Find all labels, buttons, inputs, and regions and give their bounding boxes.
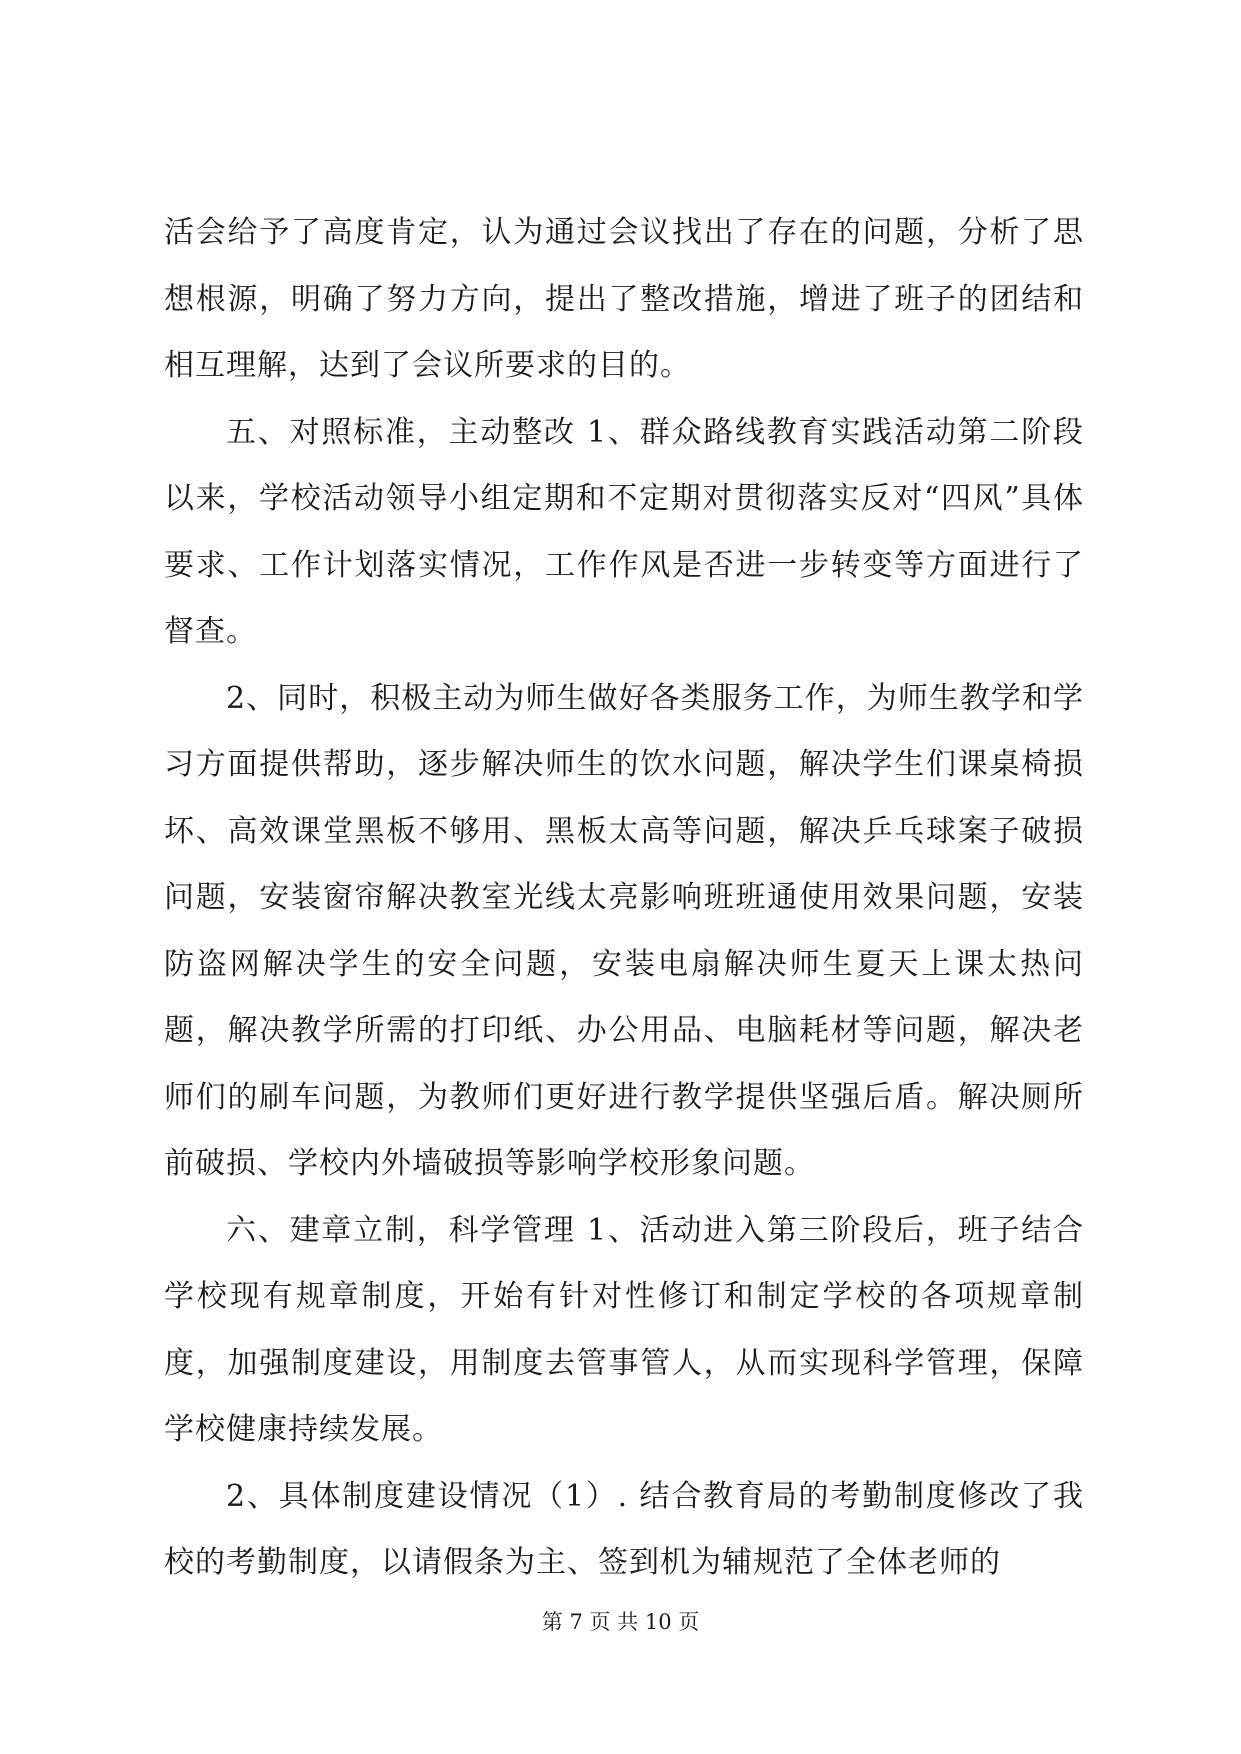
paragraph-1: 活会给予了高度肯定，认为通过会议找出了存在的问题，分析了思想根源，明确了努力方向，提出了整改措施，增进了班子的团结和相互理解，达到了会议所要求的目的。 [164, 215, 1084, 383]
paragraph-2: 五、对照标准，主动整改 1、群众路线教育实践活动第二阶段以来，学校活动领导小组定期和不定期对贯彻落实反对“四风”具体要求、工作计划落实情况，工作作风是否进一步转变等方面进行了督查。 [164, 414, 1084, 649]
paragraph-5: 2、具体制度建设情况（1）. 结合教育局的考勤制度修改了我校的考勤制度，以请假条为主、签到机为辅规范了全体老师的 [164, 1478, 1084, 1580]
document-body [164, 200, 1084, 1597]
paragraph-3: 2、同时，积极主动为师生做好各类服务工作，为师生教学和学习方面提供帮助，逐步解决师生的饮水问题，解决学生们课桌椅损坏、高效课堂黑板不够用、黑板太高等问题，解决乒乓球案子破损问题，安装窗帘解决教室光线太亮影响班班通使用效果问题，安装防盗网解决学生的安全问题，安装电扇解决师生夏天上课太热问题，解决教学所需的打印纸、办公用品、电脑耗材等问题，解决老师们的刷车问题，为教师们更好进行教学提供坚强后盾。解决厕所前破损、学校内外墙破损等影响学校形象问题。 [164, 680, 1084, 1181]
paragraph-4: 六、建章立制，科学管理 1、活动进入第三阶段后，班子结合学校现有规章制度，开始有针对性修订和制定学校的各项规章制度，加强制度建设，用制度去管事管人，从而实现科学管理，保障学校健康持续发展。 [164, 1212, 1084, 1447]
page-number-footer: 第 7 页 共 10 页 [541, 1610, 700, 1634]
